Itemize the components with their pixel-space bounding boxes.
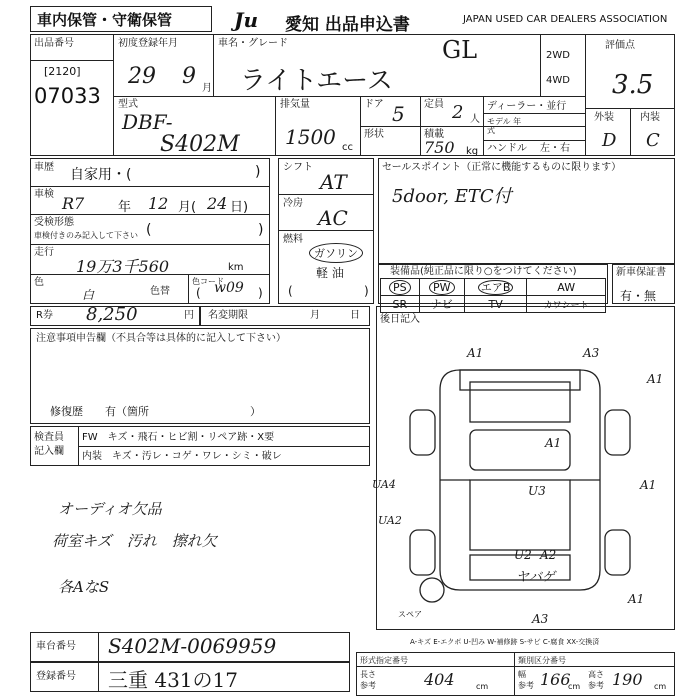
association-name: JAPAN USED CAR DEALERS ASSOCIATION xyxy=(463,14,668,25)
model-year-label: モデル 年式 xyxy=(487,117,522,135)
receive-label: 受検形態 xyxy=(34,217,74,228)
length-unit: cm xyxy=(476,682,489,691)
mark-u2: U2 xyxy=(514,548,532,562)
spare-label: スペア xyxy=(398,610,422,619)
diagram-wheel-fl xyxy=(410,410,435,455)
equip-ps: PS xyxy=(381,279,420,296)
diagram-roof xyxy=(470,480,570,550)
form-number-label: 形式指定番号 xyxy=(360,656,408,665)
selling-point-value: 5door, ETC付 xyxy=(392,186,512,207)
receive-note: 車検付きのみ記入して下さい xyxy=(34,231,138,240)
equip-navi: ナビ xyxy=(419,296,464,313)
diagram-wheel-fr xyxy=(605,410,630,455)
mark-yabage: ヤバゲ xyxy=(516,570,556,585)
doors-value: 5 xyxy=(392,102,405,126)
displacement-label: 排気量 xyxy=(280,99,310,110)
ref-label-2: 参考 xyxy=(518,681,534,690)
mark-ua2: UA2 xyxy=(378,514,402,527)
history-value: 自家用・( xyxy=(70,167,132,183)
load-value: 750 xyxy=(424,138,455,157)
mark-a3-front: A3 xyxy=(583,346,600,360)
color-code-close: ) xyxy=(258,286,263,300)
lot-label: 出品番号 xyxy=(34,38,74,49)
capacity-unit: 人 xyxy=(470,114,480,125)
fuel-gasoline: ガソリン xyxy=(309,243,363,263)
width-label: 幅 xyxy=(518,670,526,679)
color-label: 色 xyxy=(34,277,44,288)
height-value: 190 xyxy=(612,670,643,689)
remark-2: 荷室キズ 汚れ 擦れ欠 xyxy=(52,532,217,550)
shift-label: シフト xyxy=(283,162,313,173)
mark-u3: U3 xyxy=(528,484,546,498)
color-code-value: w09 xyxy=(214,280,244,296)
ext-label: 外装 xyxy=(594,112,614,123)
notes-label: 注意事項申告欄（不具合等は具体的に記入して下さい） xyxy=(36,333,286,344)
diagram-spare-tire xyxy=(420,578,444,602)
recycle-label: R券 xyxy=(36,310,53,321)
grade-score-label: 評価点 xyxy=(605,40,635,51)
ac-label: 冷房 xyxy=(283,198,303,209)
fw-row: FW キズ・飛石・ヒビ割・リペア跡・X要 xyxy=(82,432,275,443)
model-code: S402M xyxy=(160,132,240,157)
fuel-diesel: 軽 油 xyxy=(316,266,344,280)
receive-open: ( xyxy=(146,222,152,238)
color-value: 白 xyxy=(82,288,95,302)
mark-a2: A2 xyxy=(540,548,557,562)
drive-2wd: 2WD xyxy=(546,50,570,61)
width-unit: cm xyxy=(568,682,581,691)
plate-label: 登録番号 xyxy=(36,671,76,682)
warranty-label: 新車保証書 xyxy=(616,267,666,278)
equip-pw: PW xyxy=(419,279,464,296)
selling-point-block xyxy=(378,158,675,264)
load-label: 積載 xyxy=(424,129,444,140)
first-reg-label: 初度登録年月 xyxy=(118,38,178,49)
height-label: 高さ xyxy=(588,670,604,679)
capacity-value: 2 xyxy=(452,102,464,123)
diagram-hood xyxy=(470,382,570,422)
ref-label-3: 参考 xyxy=(588,681,604,690)
displacement-unit: cc xyxy=(342,142,353,153)
color-code-open: ( xyxy=(196,286,201,300)
interior-row: 内装 キズ・汚レ・コゲ・ワレ・シミ・破レ xyxy=(82,451,282,462)
mark-a1-right-mid: A1 xyxy=(640,478,657,492)
lot-small-code: [2120] xyxy=(44,65,81,78)
repair-history-close: ） xyxy=(250,405,261,418)
color-change-label: 色替 xyxy=(150,286,170,297)
inspection-day-unit: 日) xyxy=(230,200,249,215)
mark-ua4: UA4 xyxy=(372,478,396,491)
fuel-close: ) xyxy=(364,284,369,298)
after-label: 後日記入 xyxy=(380,314,420,325)
car-name-value: ライトエース xyxy=(240,66,393,96)
inspection-year-unit: 年 xyxy=(118,200,132,215)
ju-logo: Ju xyxy=(234,8,259,32)
drive-4wd: 4WD xyxy=(546,75,570,86)
color-code-label: 色コード xyxy=(192,277,224,286)
ref-label-1: 参考 xyxy=(360,681,376,690)
recycle-value: 8,250 xyxy=(86,304,138,325)
inspector-label-2: 記入欄 xyxy=(34,446,64,457)
history-label: 車歴 xyxy=(34,162,54,173)
equip-sr: SR xyxy=(381,296,420,313)
height-unit: cm xyxy=(654,682,667,691)
int-grade: C xyxy=(646,130,660,151)
history-close: ) xyxy=(255,164,261,180)
first-reg-month: 9 xyxy=(182,64,196,89)
shape-label: 形状 xyxy=(364,129,384,140)
mark-a1-right: A1 xyxy=(647,372,664,386)
equip-tv: TV xyxy=(464,296,526,313)
diagram-wheel-rr xyxy=(605,530,630,575)
mileage-label: 走行 xyxy=(34,247,54,258)
remark-1: オーディオ欠品 xyxy=(58,500,162,518)
chassis-label: 車台番号 xyxy=(36,641,76,652)
warranty-options: 有・無 xyxy=(620,289,657,303)
receive-close: ) xyxy=(258,222,264,238)
diagram-front-bumper xyxy=(460,370,580,390)
name-change-label: 名変期限 xyxy=(208,310,248,321)
repair-history: 修復歴 有（箇所 xyxy=(50,405,149,418)
diagram-wheel-rl xyxy=(410,530,435,575)
inspection-year-value: R7 xyxy=(62,194,85,213)
name-change-day: 日 xyxy=(350,310,360,321)
first-reg-year: 29 xyxy=(128,64,156,89)
inspection-label: 車検 xyxy=(34,189,54,200)
inspector-label: 検査員 xyxy=(34,432,64,443)
damage-legend: A-キズ E-エクボ U-凹み W-補修跡 S-サビ C-腐食 XX-交換済 xyxy=(410,638,600,646)
grade-score-value: 3.5 xyxy=(612,70,654,100)
equip-leather: カワシート xyxy=(527,296,606,313)
fuel-label: 燃料 xyxy=(283,234,303,245)
shift-value: AT xyxy=(320,170,347,194)
model-label: 型式 xyxy=(118,99,138,110)
model-prefix: DBF- xyxy=(122,110,173,134)
storage-box xyxy=(30,6,212,32)
plate-number: 三重 431の17 xyxy=(108,668,238,692)
mileage-unit: km xyxy=(228,262,244,273)
equip-aw: AW xyxy=(527,279,606,296)
form-title: 愛知 出品申込書 xyxy=(285,15,410,35)
int-label: 内装 xyxy=(640,112,660,123)
category-number-label: 類別区分番号 xyxy=(518,656,566,665)
mark-a1-roof: A1 xyxy=(545,436,562,450)
mark-a1-rear: A1 xyxy=(628,592,645,606)
dealer-label: ディーラー・並行 xyxy=(487,101,567,112)
equip-airbag: エアB xyxy=(464,279,526,296)
inspection-month-unit: 月( xyxy=(178,200,197,215)
mark-a1-front: A1 xyxy=(467,346,484,360)
ac-value: AC xyxy=(318,206,348,230)
mileage-value: 19万3千560 xyxy=(76,257,170,276)
grade-value: GL xyxy=(442,36,478,64)
storage-label: 車内保管・守衛保管 xyxy=(37,11,173,29)
lot-number: 07033 xyxy=(34,84,101,108)
selling-point-label: セールスポイント（正常に機能するものに限ります） xyxy=(382,162,622,173)
length-value: 404 xyxy=(424,670,455,689)
width-value: 166 xyxy=(540,670,571,689)
handle-options: 左・右 xyxy=(540,143,570,154)
capacity-label: 定員 xyxy=(424,99,444,110)
mark-a3-rear: A3 xyxy=(532,612,549,626)
equipment-label: 装備品(純正品に限り○をつけてください) xyxy=(390,266,577,277)
doors-label: ドア xyxy=(364,99,384,110)
load-unit: kg xyxy=(466,146,479,157)
length-label: 長さ xyxy=(360,670,376,679)
fuel-open: ( xyxy=(288,284,293,298)
handle-label: ハンドル xyxy=(487,143,527,154)
inspection-day-value: 24 xyxy=(207,194,228,213)
name-change-month: 月 xyxy=(310,310,320,321)
ext-grade: D xyxy=(602,130,617,151)
recycle-unit: 円 xyxy=(184,310,194,321)
first-reg-month-unit: 月 xyxy=(202,83,212,94)
inspection-month-value: 12 xyxy=(148,194,169,213)
remark-3: 各AなS xyxy=(58,578,110,596)
car-name-label: 車名・グレード xyxy=(218,38,288,49)
chassis-number: S402M-0069959 xyxy=(108,634,277,658)
displacement-value: 1500 xyxy=(285,125,336,149)
